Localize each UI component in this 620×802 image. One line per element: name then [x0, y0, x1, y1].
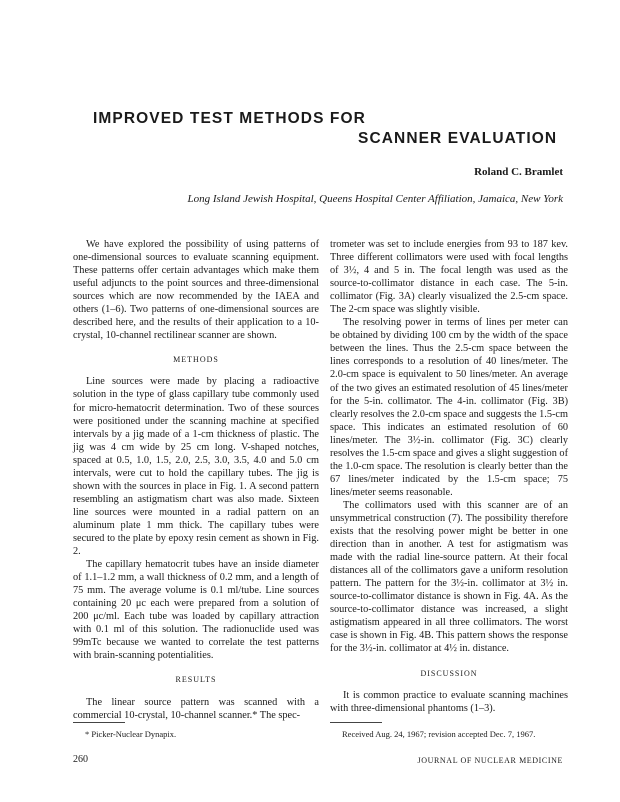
methods-heading: METHODS: [173, 355, 219, 365]
intro-paragraph: We have explored the possibility of using patterns of one-dimensional sources to evaluate scanning equipment. These patterns offer certain advantages which make them useful adjuncts to the point sources and three-dimensional sources which are now recommended by the IAEA and others (1–6). Two patterns of one-dimensional sources are described here, and the results of their application to a 10-crystal, 10-channel rectilinear scanner are shown.: [73, 239, 319, 342]
resolving-power-paragraph: The resolving power in terms of lines per meter can be obtained by dividing 100 cm by the width of the space between the lines. Thus the 2.5-cm space between the lines corresponds to a resolution of 40 lines/meter. The 2.0-cm space is equivalent to 50 lines/meter. An average of the two gives an estimated resolution of 45 lines/meter for the 5-in. collimator. The 4-in. collimator (Fig. 3B) clearly resolves the 2.0-cm space and suggests the 1.5-cm space. This indicates an estimated resolution of 60 lines/meter. The 3½-in. collimator (Fig. 3C) clearly resolves the 1.5-cm space and gives a slight suggestion of the 1.0-cm space. The resolution is clearly better than the 67 lines/meter indicated by the 1.5-cm space; 75 lines/meter seems reasonable.: [330, 317, 568, 498]
footnote-rule-right: [330, 722, 382, 723]
results-paragraph-1: The linear source pattern was scanned with a commercial 10-crystal, 10-channel scanner.* The spec-: [73, 696, 319, 721]
footnote-right: Received Aug. 24, 1967; revision accepted Dec. 7, 1967.: [342, 729, 536, 739]
article-title-line-2: SCANNER EVALUATION: [358, 130, 558, 147]
discussion-paragraph-1: It is common practice to evaluate scanning machines with three-dimensional phantoms (1–3).: [330, 689, 568, 714]
journal-name: JOURNAL OF NUCLEAR MEDICINE: [417, 756, 563, 765]
astigmatism-paragraph: The collimators used with this scanner are of an unsymmetrical construction (7). The possibility therefore exists that the resolving power might be better in one direction than in another. A test for astigmatism was made with the radial line-source pattern. At their focal distances all of the collimators gave a uniform resolution pattern. The pattern for the 3½-in. collimator at 3½ in. source-to-collimator distance is shown in Fig. 4A. As the source-to-collimator distance was increased, a slight astigmatism appeared in all three collimators. The worst case is shown in Fig. 4B. This pattern shows the response for the 3½-in. collimator at 4½ in. distance.: [330, 499, 568, 655]
right-text-column: [330, 238, 568, 715]
footnote-left: * Picker-Nuclear Dynapix.: [85, 729, 177, 739]
discussion-heading: DISCUSSION: [420, 668, 478, 678]
methods-paragraph-1: Line sources were made by placing a radioactive solution in the type of glass capillary tube commonly used for micro-hematocrit determination. Two of these sources were positioned under the scanning machine at specified intervals by a jig made of a 1-cm thickness of plastic. The jig was 4 cm wide by 25 cm long. V-shaped notches, spaced at 0.5, 1.0, 1.5, 2.0, 2.5, 3.0, 3.5, 4.0 and 5.0 cm intervals, were cut to hold the capillary tubes. The jig is shown with the sources in place in Fig. 1. A second pattern resembling an astigmatism chart was also made. Sixteen line sources were mounted in a radial pattern on an aluminum plate 1 mm thick. The capillary tubes were secured to the plate by epoxy resin cement as shown in Fig. 2.: [73, 376, 319, 558]
footnote-rule-left: [73, 722, 125, 723]
results-paragraph-continued: trometer was set to include energies from 93 to 187 kev. Three different collimators were used with focal lengths of 3½, 4 and 5 in. The focal length was used as the source-to-collimator distance in each case. The 5-in. collimator (Fig. 3A) clearly visualized the 2.5-cm space. The 2-cm space was slightly visible.: [330, 239, 568, 316]
left-text-column: [73, 238, 319, 722]
article-title-line-1: IMPROVED TEST METHODS FOR: [93, 110, 366, 127]
methods-paragraph-2: The capillary hematocrit tubes have an inside diameter of 1.1–1.2 mm, a wall thickness of 0.2 mm, and a length of 75 mm. The average volume is 0.1 ml/tube. Line sources containing 20 μc each were prepared from a solution of 200 μc/ml. Each tube was loaded by capillary attraction with 0.1 ml of this solution. The radionuclide used was 99mTc because we wanted to correlate the test patterns with brain-scanning potentialities.: [73, 559, 319, 662]
author-affiliation: Long Island Jewish Hospital, Queens Hospital Center Affiliation, Jamaica, New York: [187, 193, 563, 205]
author-name: Roland C. Bramlet: [474, 166, 563, 178]
results-heading: RESULTS: [175, 675, 217, 685]
page-number: 260: [73, 754, 88, 765]
